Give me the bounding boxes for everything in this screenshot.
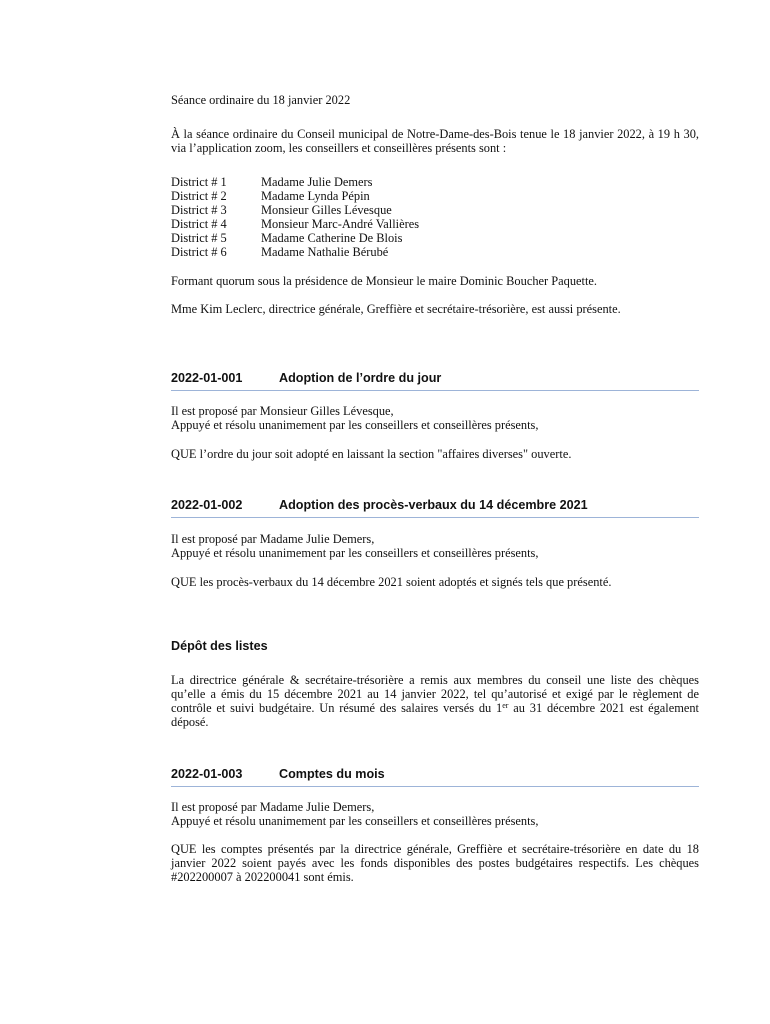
quorum-paragraph: Formant quorum sous la présidence de Monsieur le maire Dominic Boucher Paquette. — [171, 274, 597, 288]
resolution-que: QUE l’ordre du jour soit adopté en laissant la section "affaires diverses" ouverte. — [171, 447, 572, 461]
depot-text-end: au 31 décembre 2021 est également déposé. — [171, 701, 699, 729]
depot-text: La directrice générale & secrétaire-trésorière a remis aux membres du conseil une liste des chèques qu’elle a émis du 15 décembre 2021 au 14 janvier 2022, tel qu’autorisé et exigé par le règlement de contrôle et suivi budgétaire. Un résumé des salaires versés du 1 — [171, 673, 699, 715]
district-label: District # 2 — [171, 189, 227, 203]
councillor-name: Monsieur Gilles Lévesque — [261, 203, 392, 217]
resolution-title: Comptes du mois — [279, 767, 385, 781]
councillor-name: Monsieur Marc-André Vallières — [261, 217, 420, 231]
councillor-name: Madame Lynda Pépin — [261, 189, 370, 203]
district-label: District # 3 — [171, 203, 227, 217]
district-row — [171, 231, 699, 245]
depot-heading: Dépôt des listes — [171, 639, 268, 653]
district-row — [171, 217, 699, 231]
resolution-seconded: Appuyé et résolu unanimement par les conseillers et conseillères présents, — [171, 546, 539, 560]
resolution-number: 2022-01-001 — [171, 371, 243, 385]
resolution-title: Adoption des procès-verbaux du 14 décembre 2021 — [279, 498, 588, 512]
district-label: District # 5 — [171, 231, 227, 245]
intro-paragraph: À la séance ordinaire du Conseil municipal de Notre-Dame-des-Bois tenue le 18 janvier 2022, à 19 h 30, via l’application zoom, les conseillers et conseillères présents sont : — [171, 127, 699, 155]
councillor-name: Madame Julie Demers — [261, 175, 373, 189]
resolution-seconded: Appuyé et résolu unanimement par les conseillers et conseillères présents, — [171, 814, 539, 828]
depot-paragraph — [171, 673, 699, 729]
resolution-number: 2022-01-003 — [171, 767, 243, 781]
resolution-proposer: Il est proposé par Madame Julie Demers, — [171, 532, 375, 546]
district-row — [171, 189, 699, 203]
resolution-heading — [171, 767, 699, 787]
district-row — [171, 175, 699, 189]
district-label: District # 6 — [171, 245, 227, 259]
resolution-que: QUE les procès-verbaux du 14 décembre 2021 soient adoptés et signés tels que présenté. — [171, 575, 612, 589]
dg-presence-paragraph: Mme Kim Leclerc, directrice générale, Greffière et secrétaire-trésorière, est aussi présente. — [171, 302, 621, 316]
resolution-proposer: Il est proposé par Madame Julie Demers, — [171, 800, 375, 814]
resolution-number: 2022-01-002 — [171, 498, 243, 512]
district-label: District # 4 — [171, 217, 227, 231]
resolution-proposer: Il est proposé par Monsieur Gilles Lévesque, — [171, 404, 394, 418]
district-label: District # 1 — [171, 175, 227, 189]
district-row — [171, 245, 699, 259]
resolution-heading — [171, 371, 699, 391]
resolution-heading — [171, 498, 699, 518]
district-row — [171, 203, 699, 217]
resolution-title: Adoption de l’ordre du jour — [279, 371, 442, 385]
resolution-que: QUE les comptes présentés par la directrice générale, Greffière et secrétaire-trésorière en date du 18 janvier 2022 soient payés avec les fonds disponibles des postes budgétaires respectifs. Les chèques #202200007 à 202200041 sont émis. — [171, 842, 699, 884]
councillor-name: Madame Catherine De Blois — [261, 231, 403, 245]
district-list — [171, 175, 699, 259]
resolution-seconded: Appuyé et résolu unanimement par les conseillers et conseillères présents, — [171, 418, 539, 432]
depot-superscript: er — [502, 701, 509, 710]
session-title: Séance ordinaire du 18 janvier 2022 — [171, 93, 351, 107]
councillor-name: Madame Nathalie Bérubé — [261, 245, 389, 259]
